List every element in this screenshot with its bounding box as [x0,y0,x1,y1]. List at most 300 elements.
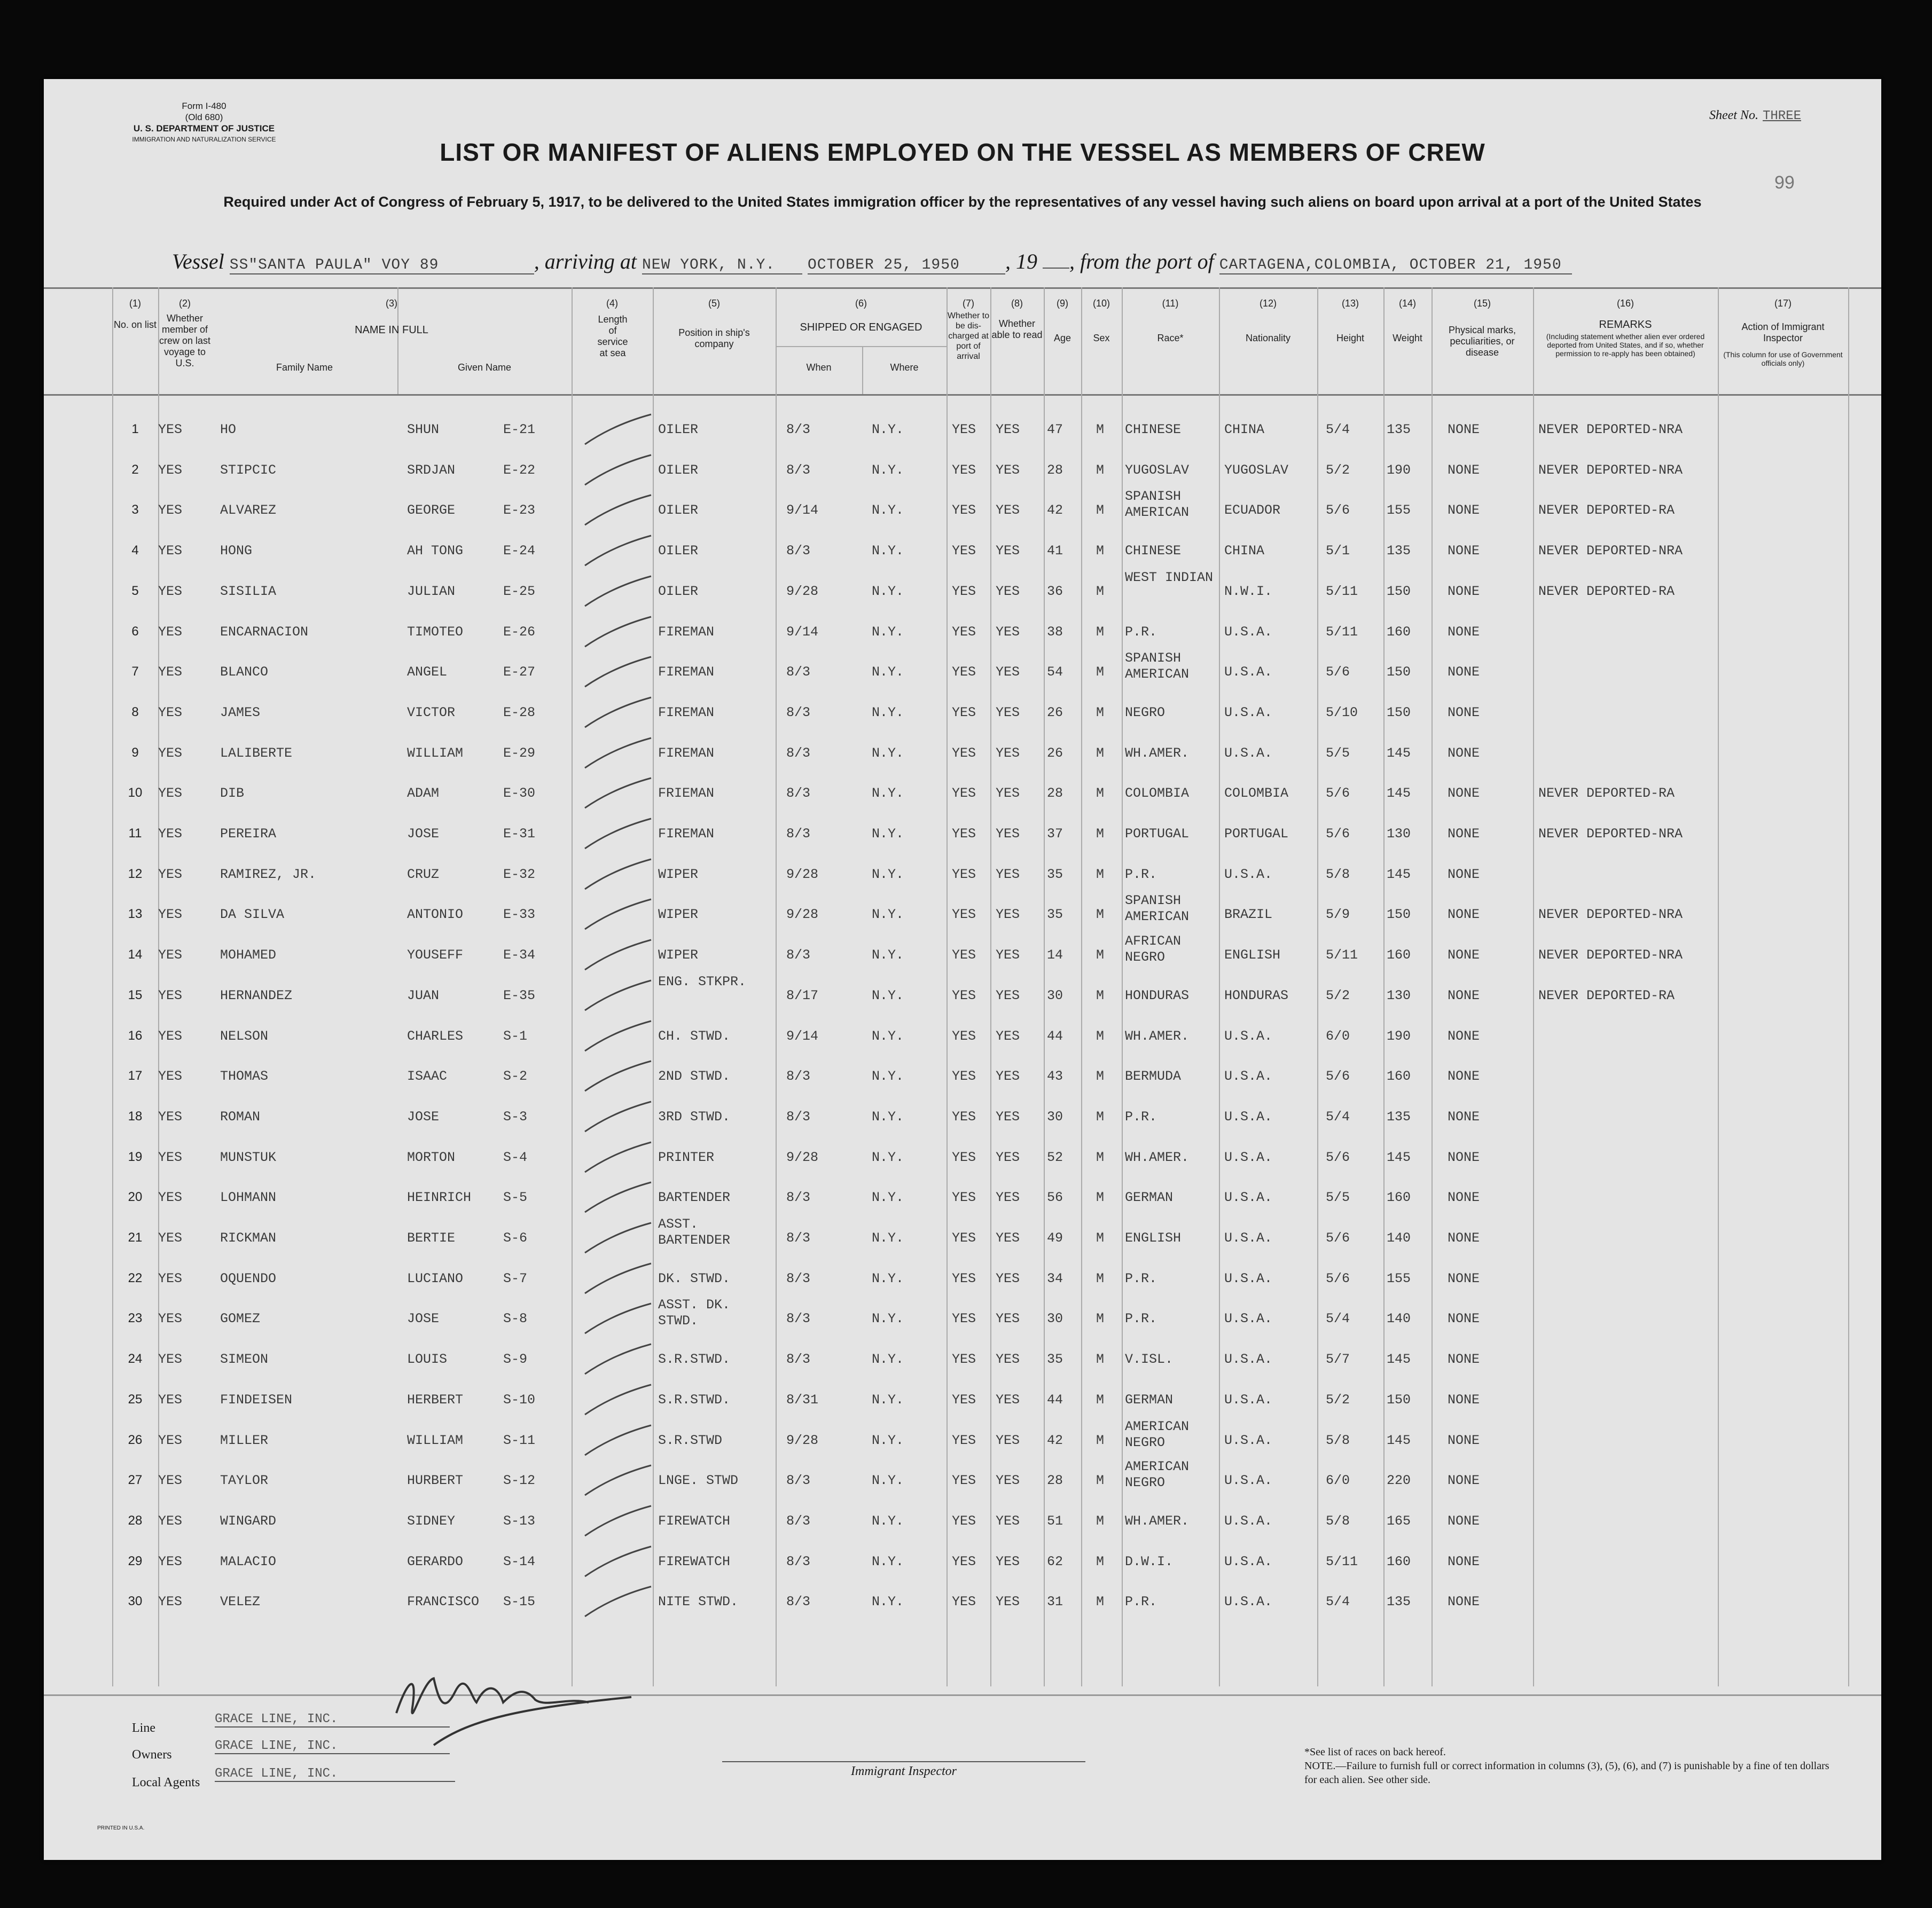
prev-voyage: YES [158,1190,183,1206]
height: 5/4 [1326,1311,1350,1327]
position: S.R.STWD [658,1432,723,1448]
discharged: YES [952,1028,976,1044]
able-to-read: YES [996,1352,1020,1368]
position: OILER [658,462,699,478]
prev-voyage: YES [158,1553,183,1569]
service-slash-mark [581,1018,655,1055]
immigrant-inspector-line: Immigrant Inspector [722,1761,1085,1779]
discharged: YES [952,987,976,1003]
table-row [44,569,1881,613]
sex: M [1096,1473,1105,1489]
given-name: SIDNEY [407,1513,456,1529]
shipped-when: 8/3 [786,1109,811,1125]
height: 5/9 [1326,907,1350,923]
shipped-where: N.Y. [872,624,904,640]
family-name: RAMIREZ, JR. [220,866,317,882]
prev-voyage: YES [158,1230,183,1246]
vessel-value: SS"SANTA PAULA" VOY 89 [230,257,534,274]
col-8-number: (8) [1011,298,1023,309]
able-to-read: YES [996,1432,1020,1448]
col-8-header: Whether able to read [991,318,1043,340]
remarks: NEVER DEPORTED-NRA [1538,462,1683,478]
nationality: U.S.A. [1224,1392,1273,1408]
weight: 160 [1387,1190,1411,1206]
nationality: U.S.A. [1224,704,1273,720]
height: 5/6 [1326,1230,1350,1246]
able-to-read: YES [996,664,1020,680]
sex: M [1096,704,1105,720]
page-number: 99 [1774,172,1795,193]
col-3-header: NAME IN FULL [355,324,428,336]
age: 62 [1047,1553,1063,1569]
race: SPANISH AMERICAN [1125,893,1190,925]
physical-marks: NONE [1448,624,1480,640]
given-name: CRUZ [407,866,440,882]
height: 5/6 [1326,502,1350,519]
physical-marks: NONE [1448,1311,1480,1327]
position: WIPER [658,947,699,963]
service-slash-mark [581,937,655,974]
able-to-read: YES [996,907,1020,923]
prev-voyage: YES [158,704,183,720]
family-name: LOHMANN [220,1190,277,1206]
service-slash-mark [581,896,655,933]
service-slash-mark [581,1260,655,1298]
age: 26 [1047,745,1063,761]
sex: M [1096,866,1105,882]
service-slash-mark [581,492,655,529]
family-name: ALVAREZ [220,502,277,519]
discharged: YES [952,1270,976,1286]
remarks: NEVER DEPORTED-NRA [1538,947,1683,963]
race: WH.AMER. [1125,745,1190,761]
shipped-when: 8/3 [786,786,811,802]
crew-id: E-27 [503,664,536,680]
weight: 135 [1387,1109,1411,1125]
position: PRINTER [658,1149,715,1165]
sex: M [1096,502,1105,519]
table-row [44,734,1881,774]
age: 41 [1047,543,1063,559]
race: WH.AMER. [1125,1028,1190,1044]
prev-voyage: YES [158,987,183,1003]
shipped-when: 8/3 [786,1594,811,1610]
row-number: 21 [128,1230,143,1245]
age: 30 [1047,987,1063,1003]
crew-id: E-31 [503,826,536,842]
able-to-read: YES [996,1109,1020,1125]
age: 28 [1047,462,1063,478]
service-slash-mark [581,614,655,651]
race: GERMAN [1125,1190,1174,1206]
service-slash-mark [581,1300,655,1338]
col-16-header: REMARKS [1599,319,1652,331]
prev-voyage: YES [158,1432,183,1448]
remarks: NEVER DEPORTED-RA [1538,502,1675,519]
able-to-read: YES [996,543,1020,559]
remarks: NEVER DEPORTED-NRA [1538,422,1683,437]
crew-id: E-26 [503,624,536,640]
physical-marks: NONE [1448,1230,1480,1246]
age: 30 [1047,1109,1063,1125]
prev-voyage: YES [158,1473,183,1489]
height: 5/8 [1326,866,1350,882]
nationality: U.S.A. [1224,866,1273,882]
row-number: 3 [131,502,139,517]
age: 35 [1047,866,1063,882]
form-number: Form I-480 [182,101,226,111]
col-3-family-header: Family Name [276,362,333,373]
physical-marks: NONE [1448,1594,1480,1610]
prev-voyage: YES [158,583,183,599]
nationality: U.S.A. [1224,664,1273,680]
col-17-number: (17) [1774,298,1792,309]
weight: 155 [1387,502,1411,519]
race: BERMUDA [1125,1069,1182,1085]
shipped-where: N.Y. [872,462,904,478]
able-to-read: YES [996,745,1020,761]
height: 5/6 [1326,786,1350,802]
shipped-where: N.Y. [872,1513,904,1529]
height: 5/11 [1326,947,1358,963]
prev-voyage: YES [158,1270,183,1286]
prev-voyage: YES [158,422,183,437]
row-number: 11 [128,826,142,841]
service-slash-mark [581,1098,655,1136]
race: V.ISL. [1125,1352,1174,1368]
discharged: YES [952,1553,976,1569]
table-row [44,933,1881,976]
prev-voyage: YES [158,826,183,842]
discharged: YES [952,947,976,963]
shipped-when: 8/3 [786,704,811,720]
sex: M [1096,422,1105,437]
discharged: YES [952,786,976,802]
crew-id: S-8 [503,1311,528,1327]
given-name: ISAAC [407,1069,448,1085]
race: ENGLISH [1125,1230,1182,1246]
races-note: *See list of races on back hereof. [1304,1746,1446,1758]
vessel-line [172,249,1572,274]
physical-marks: NONE [1448,462,1480,478]
shipped-when: 8/3 [786,745,811,761]
weight: 160 [1387,947,1411,963]
race: YUGOSLAV [1125,462,1190,478]
able-to-read: YES [996,1230,1020,1246]
nationality: HONDURAS [1224,987,1289,1003]
crew-id: E-29 [503,745,536,761]
shipped-where: N.Y. [872,1392,904,1408]
height: 5/5 [1326,745,1350,761]
crew-id: S-9 [503,1352,528,1368]
row-number: 2 [131,462,139,477]
shipped-when: 8/3 [786,1270,811,1286]
position: ENG. STKPR. [658,973,747,990]
nationality: CHINA [1224,422,1265,437]
row-number: 8 [131,704,139,719]
service-slash-mark [581,1058,655,1095]
nationality: U.S.A. [1224,1473,1273,1489]
row-number: 5 [131,583,139,598]
sex: M [1096,1028,1105,1044]
age: 30 [1047,1311,1063,1327]
sex: M [1096,1513,1105,1529]
height: 5/6 [1326,1149,1350,1165]
crew-id: S-4 [503,1149,528,1165]
col-7-number: (7) [963,298,974,309]
row-number: 20 [128,1190,143,1205]
discharged: YES [952,1432,976,1448]
age: 51 [1047,1513,1063,1529]
shipped-where: N.Y. [872,1553,904,1569]
age: 31 [1047,1594,1063,1610]
nationality: N.W.I. [1224,583,1273,599]
age: 43 [1047,1069,1063,1085]
col-9-number: (9) [1057,298,1068,309]
discharged: YES [952,866,976,882]
col-3-number: (3) [386,298,397,309]
row-number: 27 [128,1473,143,1488]
race: CHINESE [1125,543,1182,559]
table-row [44,1299,1881,1340]
nationality: COLOMBIA [1224,786,1289,802]
race: P.R. [1125,1311,1157,1327]
table-row [44,814,1881,855]
crew-id: E-28 [503,704,536,720]
family-name: PEREIRA [220,826,277,842]
age: 28 [1047,1473,1063,1489]
col-15-header: Physical marks, peculiarities, or disease [1448,325,1516,358]
discharged: YES [952,907,976,923]
shipped-where: N.Y. [872,1352,904,1368]
family-name: VELEZ [220,1594,261,1610]
table-row [44,1138,1881,1179]
shipped-where: N.Y. [872,1230,904,1246]
weight: 145 [1387,1352,1411,1368]
nationality: U.S.A. [1224,1190,1273,1206]
given-name: HURBERT [407,1473,464,1489]
family-name: SISILIA [220,583,277,599]
sex: M [1096,786,1105,802]
family-name: MOHAMED [220,947,277,963]
table-row [44,895,1881,936]
prev-voyage: YES [158,1109,183,1125]
service-slash-mark [581,856,655,893]
table-row [44,1418,1881,1462]
family-name: HONG [220,543,253,559]
nationality: U.S.A. [1224,1432,1273,1448]
service-slash-mark [581,735,655,772]
family-name: BLANCO [220,664,269,680]
discharged: YES [952,1513,976,1529]
given-name: FRANCISCO [407,1594,480,1610]
line-label: Line [132,1721,155,1735]
age: 54 [1047,664,1063,680]
shipped-when: 8/3 [786,543,811,559]
crew-id: E-25 [503,583,536,599]
service-slash-mark [581,1220,655,1257]
line-value: GRACE LINE, INC. [215,1712,450,1728]
shipped-when: 8/3 [786,462,811,478]
shipped-when: 8/3 [786,1553,811,1569]
shipped-where: N.Y. [872,1109,904,1125]
row-number: 30 [128,1594,143,1609]
shipped-when: 8/3 [786,664,811,680]
form-old-number: (Old 680) [185,112,223,122]
shipped-when: 8/3 [786,1230,811,1246]
table-row [44,774,1881,814]
weight: 165 [1387,1513,1411,1529]
shipped-when: 8/17 [786,987,819,1003]
position: OILER [658,502,699,519]
race: WH.AMER. [1125,1149,1190,1165]
given-name: GEORGE [407,502,456,519]
age: 37 [1047,826,1063,842]
height: 5/5 [1326,1190,1350,1206]
age: 35 [1047,1352,1063,1368]
age: 47 [1047,422,1063,437]
given-name: BERTIE [407,1230,456,1246]
table-row [44,1542,1881,1583]
crew-id: S-15 [503,1594,536,1610]
table-row [44,1178,1881,1219]
crew-id: E-34 [503,947,536,963]
able-to-read: YES [996,947,1020,963]
row-number: 23 [128,1311,143,1326]
position: ASST. BARTENDER [658,1216,731,1248]
service-slash-mark [581,1462,655,1499]
nationality: U.S.A. [1224,745,1273,761]
position: FIREWATCH [658,1553,731,1569]
physical-marks: NONE [1448,1352,1480,1368]
sex: M [1096,745,1105,761]
family-name: WINGARD [220,1513,277,1529]
given-name: ANTONIO [407,907,464,923]
race: CHINESE [1125,422,1182,437]
nationality: ECUADOR [1224,502,1281,519]
able-to-read: YES [996,462,1020,478]
shipped-when: 8/3 [786,947,811,963]
nationality: PORTUGAL [1224,826,1289,842]
weight: 220 [1387,1473,1411,1489]
col-2-header: Whether member of crew on last voyage to U.S. [159,313,211,368]
crew-id: S-10 [503,1392,536,1408]
physical-marks: NONE [1448,826,1480,842]
sex: M [1096,947,1105,963]
given-name: HEINRICH [407,1190,472,1206]
crew-id: S-7 [503,1270,528,1286]
able-to-read: YES [996,1473,1020,1489]
height: 5/7 [1326,1352,1350,1368]
shipped-where: N.Y. [872,1473,904,1489]
weight: 130 [1387,826,1411,842]
col-7-header: Whether to be dis-charged at port of arrival [947,311,990,361]
sex: M [1096,1432,1105,1448]
row-number: 9 [131,745,139,760]
physical-marks: NONE [1448,704,1480,720]
col-13-number: (13) [1341,298,1359,309]
crew-id: S-12 [503,1473,536,1489]
physical-marks: NONE [1448,1190,1480,1206]
service-slash-mark [581,1139,655,1176]
position: DK. STWD. [658,1270,731,1286]
arriving-label: , arriving at [534,249,637,273]
discharged: YES [952,1230,976,1246]
sex: M [1096,664,1105,680]
race: P.R. [1125,1270,1157,1286]
shipped-when: 8/3 [786,1190,811,1206]
shipped-when: 8/3 [786,826,811,842]
remarks: NEVER DEPORTED-RA [1538,987,1675,1003]
remarks: NEVER DEPORTED-RA [1538,786,1675,802]
sex: M [1096,1109,1105,1125]
arrival-date: OCTOBER 25, 1950 [808,257,1005,274]
discharged: YES [952,664,976,680]
crew-id: S-11 [503,1432,536,1448]
age: 42 [1047,1432,1063,1448]
owners-label: Owners [132,1748,172,1762]
weight: 145 [1387,1432,1411,1448]
nationality: U.S.A. [1224,1270,1273,1286]
weight: 135 [1387,543,1411,559]
owners-value: GRACE LINE, INC. [215,1739,450,1754]
shipped-where: N.Y. [872,907,904,923]
height: 5/11 [1326,583,1358,599]
row-number: 18 [128,1109,143,1124]
given-name: AH TONG [407,543,464,559]
physical-marks: NONE [1448,664,1480,680]
row-number: 12 [128,866,143,881]
sex: M [1096,907,1105,923]
nationality: U.S.A. [1224,1311,1273,1327]
discharged: YES [952,462,976,478]
table-row [44,451,1881,491]
height: 5/11 [1326,624,1358,640]
physical-marks: NONE [1448,502,1480,519]
col-16-number: (16) [1616,298,1634,309]
nationality: U.S.A. [1224,1513,1273,1529]
age: 42 [1047,502,1063,519]
row-number: 29 [128,1553,143,1568]
crew-id: E-23 [503,502,536,519]
able-to-read: YES [996,826,1020,842]
given-name: WILLIAM [407,745,464,761]
crew-id: E-35 [503,987,536,1003]
position: OILER [658,422,699,437]
able-to-read: YES [996,1594,1020,1610]
prev-voyage: YES [158,947,183,963]
col-2-number: (2) [179,298,191,309]
prev-voyage: YES [158,462,183,478]
col-9-header: Age [1053,333,1071,343]
prev-voyage: YES [158,1594,183,1610]
row-number: 24 [128,1352,143,1367]
service-slash-mark [581,694,655,732]
physical-marks: NONE [1448,583,1480,599]
height: 6/0 [1326,1473,1350,1489]
age: 28 [1047,786,1063,802]
shipped-when: 8/3 [786,1352,811,1368]
manifest-page [44,79,1881,1860]
sex: M [1096,1311,1105,1327]
given-name: ANGEL [407,664,448,680]
sex: M [1096,1069,1105,1085]
col-6-header: SHIPPED OR ENGAGED [800,321,922,333]
nationality: U.S.A. [1224,1069,1273,1085]
race: AMERICAN NEGRO [1125,1459,1190,1491]
row-number: 19 [128,1149,143,1164]
height: 5/6 [1326,1069,1350,1085]
